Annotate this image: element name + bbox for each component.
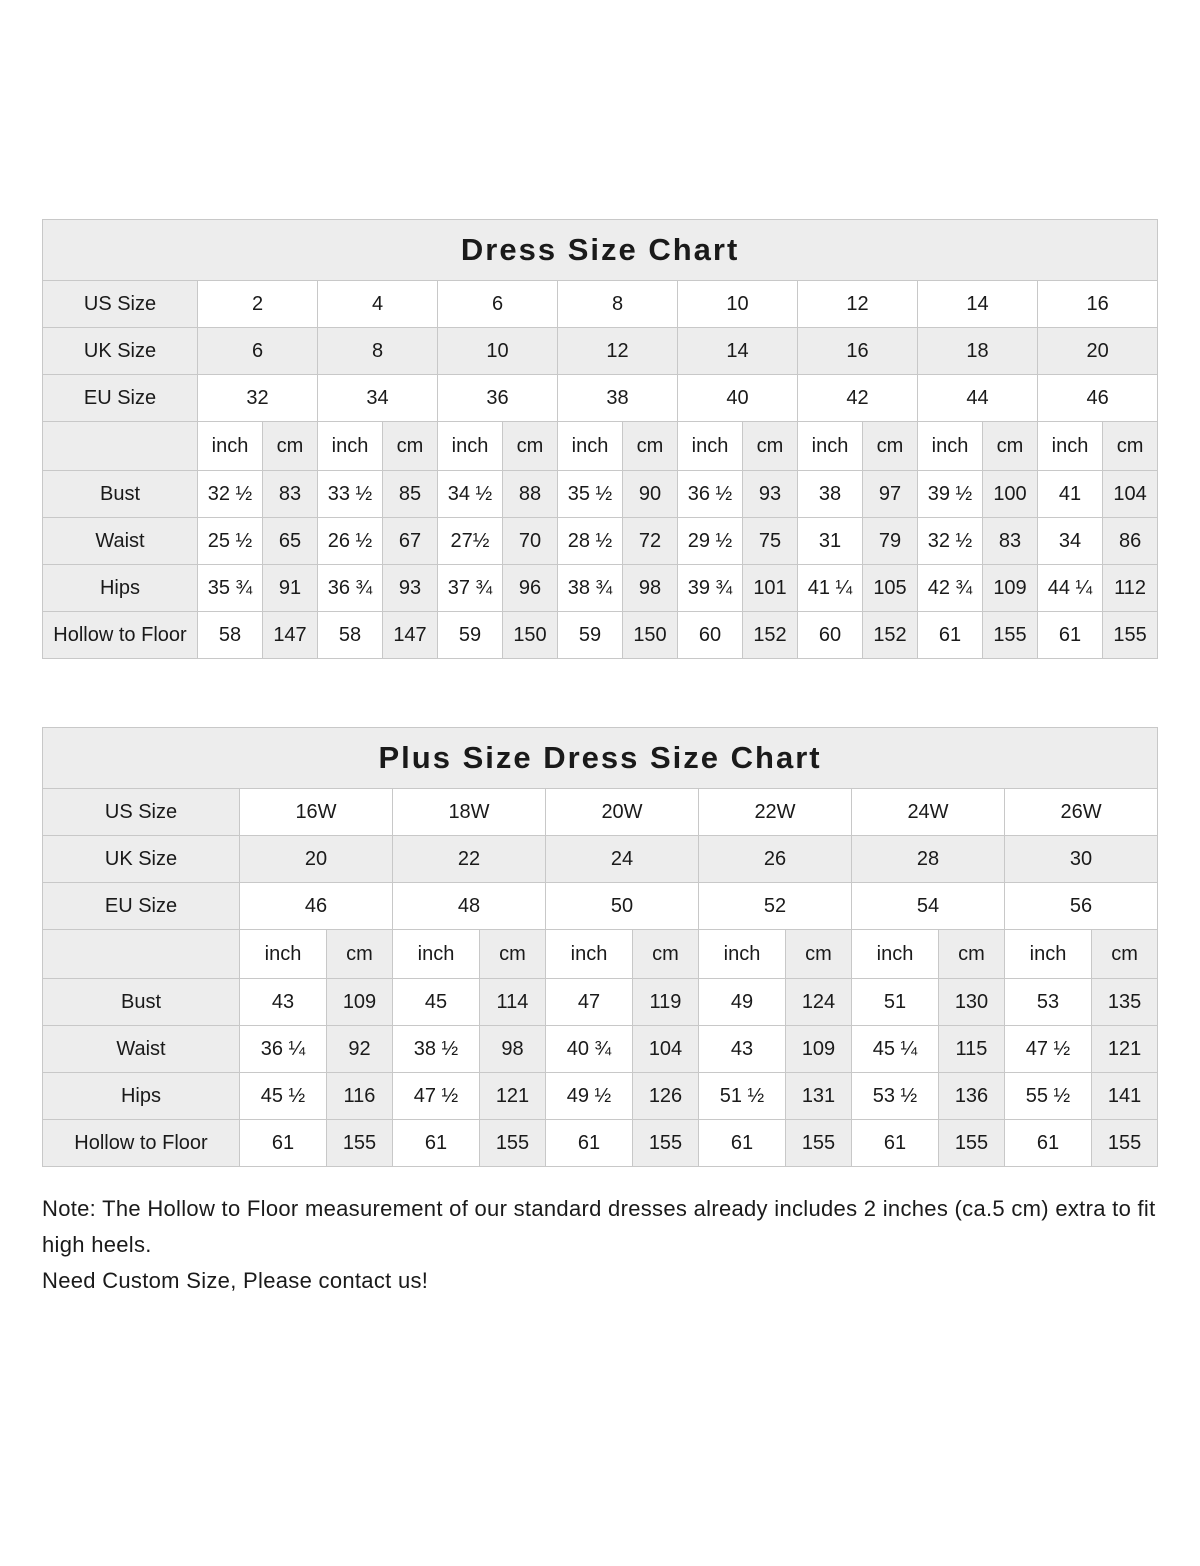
uk-size-cell: 14 bbox=[678, 328, 798, 375]
waist-cm-cell: 98 bbox=[480, 1026, 546, 1073]
hollow-to-floor-cm-cell: 155 bbox=[1103, 612, 1158, 659]
unit-cm-cell: cm bbox=[1092, 930, 1158, 979]
us-size-cell: 24W bbox=[852, 789, 1005, 836]
hollow-to-floor-inch-cell: 59 bbox=[558, 612, 623, 659]
bust-cm-cell: 109 bbox=[327, 979, 393, 1026]
unit-inch-cell: inch bbox=[798, 422, 863, 471]
waist-cm-cell: 92 bbox=[327, 1026, 393, 1073]
waist-inch-cell: 26 ½ bbox=[318, 518, 383, 565]
eu-size-cell: 42 bbox=[798, 375, 918, 422]
uk-size-cell: 18 bbox=[918, 328, 1038, 375]
hips-cm-cell: 131 bbox=[786, 1073, 852, 1120]
hollow-to-floor-cm-cell: 155 bbox=[327, 1120, 393, 1167]
hips-cm-cell: 91 bbox=[263, 565, 318, 612]
bust-inch-cell: 35 ½ bbox=[558, 471, 623, 518]
waist-inch-cell: 27½ bbox=[438, 518, 503, 565]
waist-inch-cell: 28 ½ bbox=[558, 518, 623, 565]
us-size-cell: 26W bbox=[1005, 789, 1158, 836]
hips-inch-cell: 38 ¾ bbox=[558, 565, 623, 612]
waist-inch-cell: 45 ¼ bbox=[852, 1026, 939, 1073]
unit-inch-cell: inch bbox=[393, 930, 480, 979]
eu-size-label: EU Size bbox=[43, 375, 198, 422]
hollow-to-floor-cm-cell: 147 bbox=[383, 612, 438, 659]
hollow-to-floor-inch-cell: 61 bbox=[393, 1120, 480, 1167]
hollow-to-floor-inch-cell: 61 bbox=[546, 1120, 633, 1167]
us-size-cell: 16W bbox=[240, 789, 393, 836]
hollow-to-floor-label: Hollow to Floor bbox=[43, 1120, 240, 1167]
hollow-to-floor-inch-cell: 60 bbox=[678, 612, 743, 659]
bust-inch-cell: 41 bbox=[1038, 471, 1103, 518]
unit-cm-cell: cm bbox=[743, 422, 798, 471]
bust-inch-cell: 43 bbox=[240, 979, 327, 1026]
waist-row bbox=[43, 1026, 1158, 1073]
bust-inch-cell: 32 ½ bbox=[198, 471, 263, 518]
bust-row bbox=[43, 979, 1158, 1026]
bust-inch-cell: 36 ½ bbox=[678, 471, 743, 518]
eu-size-cell: 40 bbox=[678, 375, 798, 422]
unit-cm-cell: cm bbox=[633, 930, 699, 979]
note-line-hollow-to-floor: Note: The Hollow to Floor measurement of our standard dresses already includes 2 inches (ca.5 cm) extra to fit high heels. bbox=[42, 1196, 1156, 1257]
uk-size-cell: 12 bbox=[558, 328, 678, 375]
hollow-to-floor-cm-cell: 155 bbox=[786, 1120, 852, 1167]
unit-inch-cell: inch bbox=[918, 422, 983, 471]
unit-row bbox=[43, 422, 1158, 471]
waist-cm-cell: 65 bbox=[263, 518, 318, 565]
us-size-label: US Size bbox=[43, 789, 240, 836]
bust-label: Bust bbox=[43, 979, 240, 1026]
waist-cm-cell: 67 bbox=[383, 518, 438, 565]
hips-cm-cell: 141 bbox=[1092, 1073, 1158, 1120]
unit-cm-cell: cm bbox=[480, 930, 546, 979]
waist-inch-cell: 25 ½ bbox=[198, 518, 263, 565]
uk-size-cell: 20 bbox=[240, 836, 393, 883]
hollow-to-floor-cm-cell: 150 bbox=[623, 612, 678, 659]
hips-inch-cell: 37 ¾ bbox=[438, 565, 503, 612]
unit-inch-cell: inch bbox=[438, 422, 503, 471]
hips-cm-cell: 93 bbox=[383, 565, 438, 612]
waist-inch-cell: 34 bbox=[1038, 518, 1103, 565]
hollow-to-floor-inch-cell: 61 bbox=[699, 1120, 786, 1167]
hips-cm-cell: 98 bbox=[623, 565, 678, 612]
waist-cm-cell: 115 bbox=[939, 1026, 1005, 1073]
waist-inch-cell: 43 bbox=[699, 1026, 786, 1073]
hollow-to-floor-inch-cell: 61 bbox=[852, 1120, 939, 1167]
unit-cm-cell: cm bbox=[263, 422, 318, 471]
bust-cm-cell: 88 bbox=[503, 471, 558, 518]
bust-cm-cell: 130 bbox=[939, 979, 1005, 1026]
bust-inch-cell: 39 ½ bbox=[918, 471, 983, 518]
hollow-to-floor-row bbox=[43, 1120, 1158, 1167]
unit-cm-cell: cm bbox=[383, 422, 438, 471]
unit-cm-cell: cm bbox=[786, 930, 852, 979]
hips-inch-cell: 42 ¾ bbox=[918, 565, 983, 612]
bust-cm-cell: 119 bbox=[633, 979, 699, 1026]
bust-inch-cell: 38 bbox=[798, 471, 863, 518]
hips-cm-cell: 101 bbox=[743, 565, 798, 612]
unit-inch-cell: inch bbox=[240, 930, 327, 979]
waist-inch-cell: 38 ½ bbox=[393, 1026, 480, 1073]
hollow-to-floor-inch-cell: 60 bbox=[798, 612, 863, 659]
hollow-to-floor-inch-cell: 61 bbox=[240, 1120, 327, 1167]
chart-title-row bbox=[43, 728, 1158, 789]
unit-row-spacer-cell bbox=[43, 422, 198, 471]
hollow-to-floor-row bbox=[43, 612, 1158, 659]
bust-inch-cell: 49 bbox=[699, 979, 786, 1026]
eu-size-cell: 48 bbox=[393, 883, 546, 930]
bust-inch-cell: 34 ½ bbox=[438, 471, 503, 518]
uk-size-row bbox=[43, 328, 1158, 375]
hips-inch-cell: 35 ¾ bbox=[198, 565, 263, 612]
waist-cm-cell: 86 bbox=[1103, 518, 1158, 565]
note-line-custom-size: Need Custom Size, Please contact us! bbox=[42, 1268, 429, 1293]
waist-row bbox=[43, 518, 1158, 565]
uk-size-cell: 30 bbox=[1005, 836, 1158, 883]
hollow-to-floor-cm-cell: 155 bbox=[480, 1120, 546, 1167]
hollow-to-floor-inch-cell: 58 bbox=[198, 612, 263, 659]
dress-size-chart-table bbox=[42, 219, 1158, 659]
unit-cm-cell: cm bbox=[1103, 422, 1158, 471]
waist-cm-cell: 79 bbox=[863, 518, 918, 565]
hips-row bbox=[43, 565, 1158, 612]
eu-size-row bbox=[43, 883, 1158, 930]
hips-inch-cell: 53 ½ bbox=[852, 1073, 939, 1120]
us-size-cell: 8 bbox=[558, 281, 678, 328]
uk-size-cell: 6 bbox=[198, 328, 318, 375]
bust-cm-cell: 114 bbox=[480, 979, 546, 1026]
bust-inch-cell: 45 bbox=[393, 979, 480, 1026]
uk-size-cell: 16 bbox=[798, 328, 918, 375]
hips-inch-cell: 44 ¼ bbox=[1038, 565, 1103, 612]
bust-cm-cell: 93 bbox=[743, 471, 798, 518]
us-size-cell: 12 bbox=[798, 281, 918, 328]
waist-inch-cell: 31 bbox=[798, 518, 863, 565]
uk-size-cell: 8 bbox=[318, 328, 438, 375]
unit-cm-cell: cm bbox=[863, 422, 918, 471]
hips-cm-cell: 136 bbox=[939, 1073, 1005, 1120]
waist-cm-cell: 70 bbox=[503, 518, 558, 565]
unit-cm-cell: cm bbox=[623, 422, 678, 471]
eu-size-cell: 34 bbox=[318, 375, 438, 422]
eu-size-cell: 32 bbox=[198, 375, 318, 422]
unit-row bbox=[43, 930, 1158, 979]
hips-cm-cell: 96 bbox=[503, 565, 558, 612]
us-size-cell: 16 bbox=[1038, 281, 1158, 328]
unit-inch-cell: inch bbox=[546, 930, 633, 979]
uk-size-label: UK Size bbox=[43, 328, 198, 375]
us-size-cell: 14 bbox=[918, 281, 1038, 328]
hollow-to-floor-cm-cell: 155 bbox=[983, 612, 1038, 659]
bust-cm-cell: 135 bbox=[1092, 979, 1158, 1026]
hips-row bbox=[43, 1073, 1158, 1120]
unit-inch-cell: inch bbox=[558, 422, 623, 471]
waist-cm-cell: 83 bbox=[983, 518, 1038, 565]
waist-cm-cell: 75 bbox=[743, 518, 798, 565]
uk-size-cell: 20 bbox=[1038, 328, 1158, 375]
unit-inch-cell: inch bbox=[1005, 930, 1092, 979]
uk-size-cell: 26 bbox=[699, 836, 852, 883]
waist-label: Waist bbox=[43, 1026, 240, 1073]
unit-inch-cell: inch bbox=[852, 930, 939, 979]
unit-cm-cell: cm bbox=[327, 930, 393, 979]
hips-cm-cell: 105 bbox=[863, 565, 918, 612]
chart-title: Dress Size Chart bbox=[43, 220, 1158, 281]
us-size-cell: 18W bbox=[393, 789, 546, 836]
bust-inch-cell: 51 bbox=[852, 979, 939, 1026]
bust-cm-cell: 90 bbox=[623, 471, 678, 518]
unit-cm-cell: cm bbox=[939, 930, 1005, 979]
waist-inch-cell: 36 ¼ bbox=[240, 1026, 327, 1073]
hips-cm-cell: 109 bbox=[983, 565, 1038, 612]
uk-size-cell: 28 bbox=[852, 836, 1005, 883]
waist-inch-cell: 32 ½ bbox=[918, 518, 983, 565]
unit-cm-cell: cm bbox=[983, 422, 1038, 471]
eu-size-cell: 46 bbox=[1038, 375, 1158, 422]
hollow-to-floor-inch-cell: 61 bbox=[918, 612, 983, 659]
hollow-to-floor-cm-cell: 150 bbox=[503, 612, 558, 659]
eu-size-cell: 50 bbox=[546, 883, 699, 930]
us-size-cell: 22W bbox=[699, 789, 852, 836]
hips-inch-cell: 45 ½ bbox=[240, 1073, 327, 1120]
waist-inch-cell: 47 ½ bbox=[1005, 1026, 1092, 1073]
us-size-cell: 2 bbox=[198, 281, 318, 328]
uk-size-row bbox=[43, 836, 1158, 883]
hollow-to-floor-inch-cell: 59 bbox=[438, 612, 503, 659]
uk-size-cell: 22 bbox=[393, 836, 546, 883]
bust-cm-cell: 83 bbox=[263, 471, 318, 518]
us-size-cell: 10 bbox=[678, 281, 798, 328]
waist-label: Waist bbox=[43, 518, 198, 565]
waist-cm-cell: 104 bbox=[633, 1026, 699, 1073]
us-size-label: US Size bbox=[43, 281, 198, 328]
bust-cm-cell: 100 bbox=[983, 471, 1038, 518]
eu-size-cell: 52 bbox=[699, 883, 852, 930]
unit-inch-cell: inch bbox=[318, 422, 383, 471]
hips-inch-cell: 49 ½ bbox=[546, 1073, 633, 1120]
bust-cm-cell: 97 bbox=[863, 471, 918, 518]
waist-cm-cell: 72 bbox=[623, 518, 678, 565]
hips-label: Hips bbox=[43, 565, 198, 612]
hollow-to-floor-cm-cell: 155 bbox=[939, 1120, 1005, 1167]
eu-size-cell: 44 bbox=[918, 375, 1038, 422]
hips-cm-cell: 112 bbox=[1103, 565, 1158, 612]
hips-cm-cell: 126 bbox=[633, 1073, 699, 1120]
bust-inch-cell: 53 bbox=[1005, 979, 1092, 1026]
bust-inch-cell: 33 ½ bbox=[318, 471, 383, 518]
bust-row bbox=[43, 471, 1158, 518]
hips-label: Hips bbox=[43, 1073, 240, 1120]
hips-inch-cell: 51 ½ bbox=[699, 1073, 786, 1120]
hollow-to-floor-cm-cell: 155 bbox=[1092, 1120, 1158, 1167]
hollow-to-floor-cm-cell: 152 bbox=[743, 612, 798, 659]
eu-size-cell: 54 bbox=[852, 883, 1005, 930]
us-size-row bbox=[43, 281, 1158, 328]
hollow-to-floor-inch-cell: 61 bbox=[1038, 612, 1103, 659]
hips-inch-cell: 41 ¼ bbox=[798, 565, 863, 612]
hips-cm-cell: 116 bbox=[327, 1073, 393, 1120]
hips-inch-cell: 47 ½ bbox=[393, 1073, 480, 1120]
note-text bbox=[42, 1191, 1160, 1299]
plus-size-dress-chart-table bbox=[42, 727, 1158, 1167]
eu-size-row bbox=[43, 375, 1158, 422]
chart-title-row bbox=[43, 220, 1158, 281]
chart-title: Plus Size Dress Size Chart bbox=[43, 728, 1158, 789]
hollow-to-floor-cm-cell: 147 bbox=[263, 612, 318, 659]
bust-inch-cell: 47 bbox=[546, 979, 633, 1026]
uk-size-cell: 10 bbox=[438, 328, 558, 375]
us-size-row bbox=[43, 789, 1158, 836]
unit-row-spacer-cell bbox=[43, 930, 240, 979]
us-size-cell: 20W bbox=[546, 789, 699, 836]
waist-cm-cell: 121 bbox=[1092, 1026, 1158, 1073]
bust-cm-cell: 85 bbox=[383, 471, 438, 518]
hips-cm-cell: 121 bbox=[480, 1073, 546, 1120]
bust-cm-cell: 124 bbox=[786, 979, 852, 1026]
hollow-to-floor-cm-cell: 155 bbox=[633, 1120, 699, 1167]
eu-size-cell: 36 bbox=[438, 375, 558, 422]
hollow-to-floor-cm-cell: 152 bbox=[863, 612, 918, 659]
waist-inch-cell: 29 ½ bbox=[678, 518, 743, 565]
hollow-to-floor-inch-cell: 58 bbox=[318, 612, 383, 659]
hips-inch-cell: 36 ¾ bbox=[318, 565, 383, 612]
hollow-to-floor-label: Hollow to Floor bbox=[43, 612, 198, 659]
hips-inch-cell: 39 ¾ bbox=[678, 565, 743, 612]
uk-size-cell: 24 bbox=[546, 836, 699, 883]
eu-size-cell: 56 bbox=[1005, 883, 1158, 930]
hollow-to-floor-inch-cell: 61 bbox=[1005, 1120, 1092, 1167]
bust-label: Bust bbox=[43, 471, 198, 518]
us-size-cell: 6 bbox=[438, 281, 558, 328]
hips-inch-cell: 55 ½ bbox=[1005, 1073, 1092, 1120]
waist-inch-cell: 40 ¾ bbox=[546, 1026, 633, 1073]
unit-inch-cell: inch bbox=[678, 422, 743, 471]
uk-size-label: UK Size bbox=[43, 836, 240, 883]
eu-size-label: EU Size bbox=[43, 883, 240, 930]
eu-size-cell: 38 bbox=[558, 375, 678, 422]
waist-cm-cell: 109 bbox=[786, 1026, 852, 1073]
eu-size-cell: 46 bbox=[240, 883, 393, 930]
bust-cm-cell: 104 bbox=[1103, 471, 1158, 518]
unit-cm-cell: cm bbox=[503, 422, 558, 471]
us-size-cell: 4 bbox=[318, 281, 438, 328]
unit-inch-cell: inch bbox=[1038, 422, 1103, 471]
unit-inch-cell: inch bbox=[699, 930, 786, 979]
unit-inch-cell: inch bbox=[198, 422, 263, 471]
